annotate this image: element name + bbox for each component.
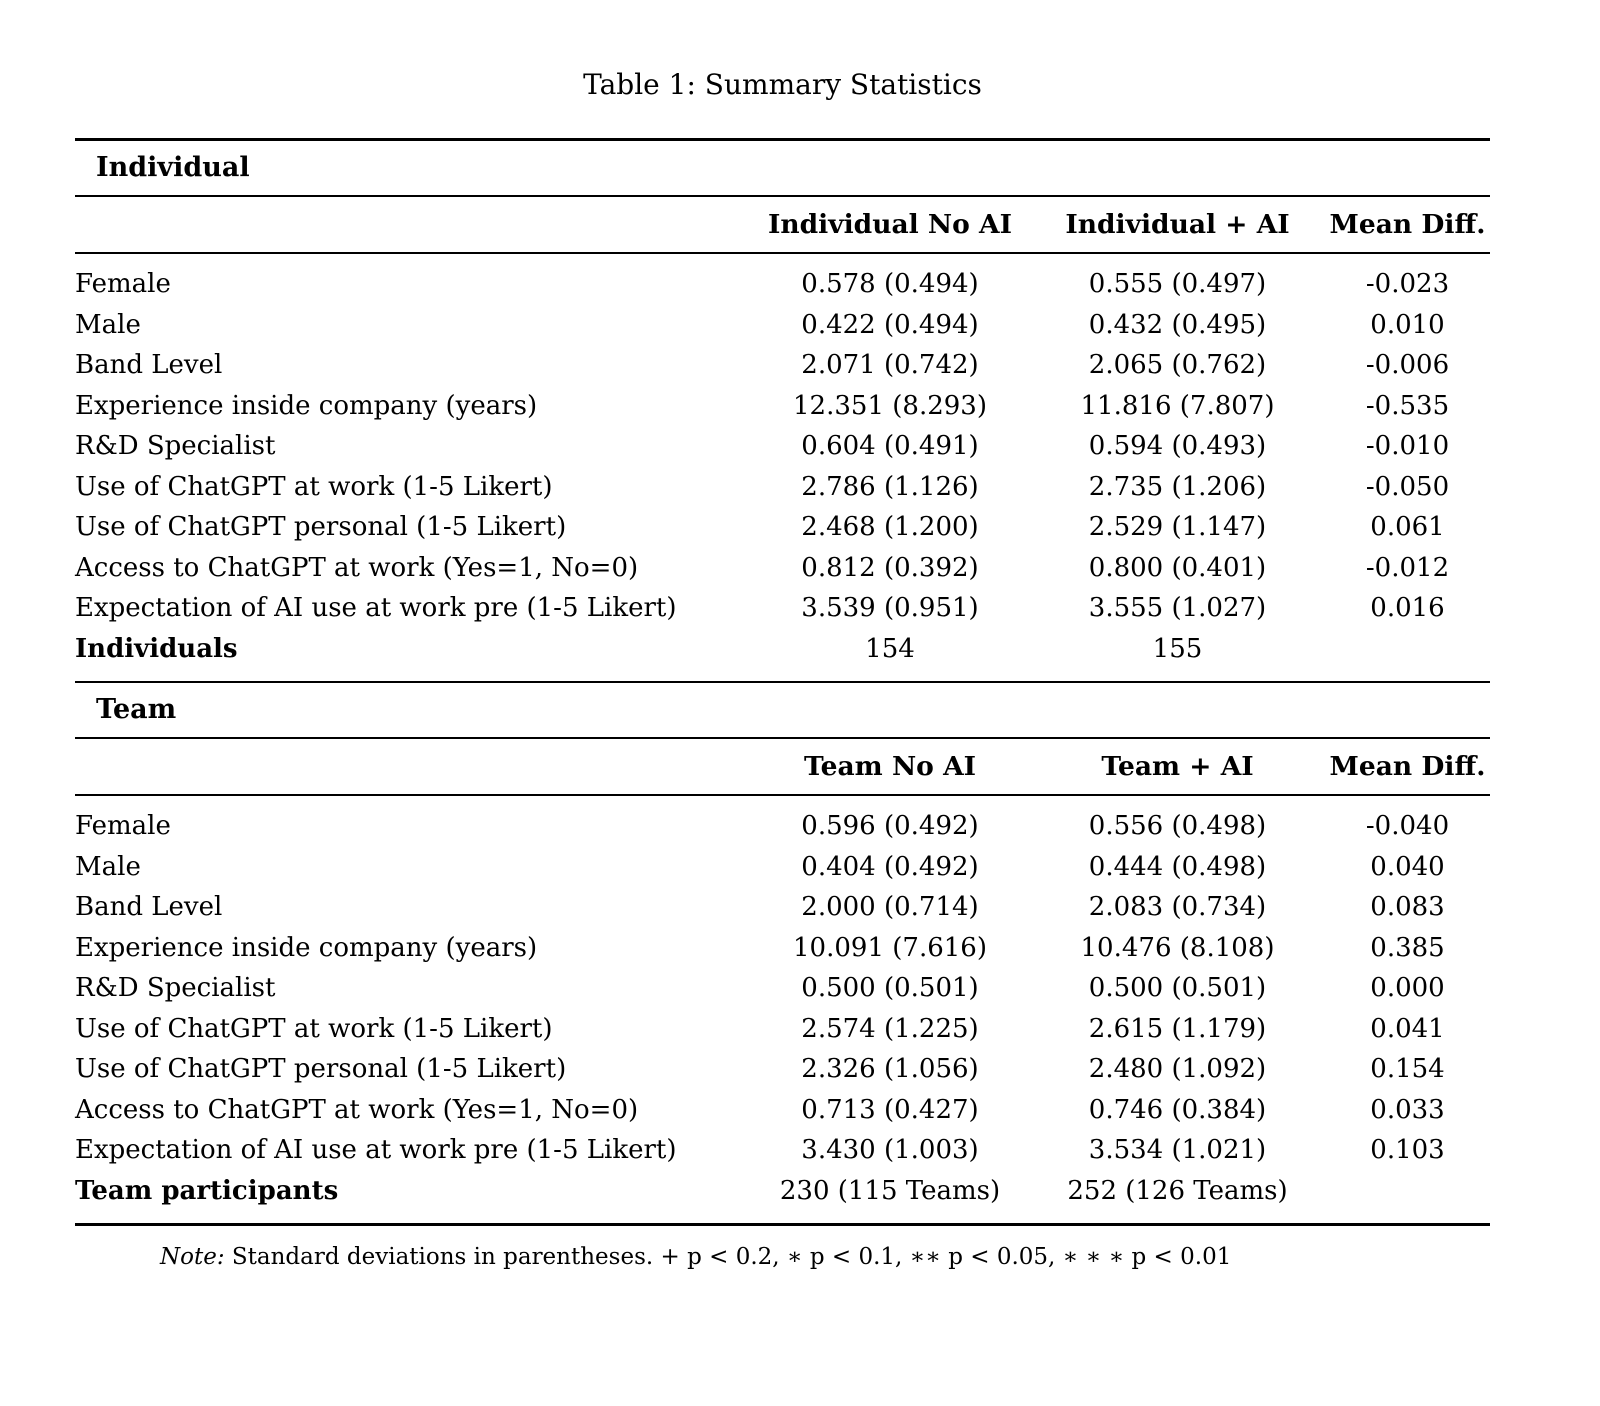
column-header-empty bbox=[75, 739, 750, 794]
table-row bbox=[75, 1090, 1490, 1131]
bottom-rule bbox=[75, 1223, 1490, 1226]
cell-value: -0.050 bbox=[1365, 471, 1450, 502]
cell-value: 0.604 (0.491) bbox=[801, 431, 979, 461]
cell-value: 2.083 (0.734) bbox=[1088, 892, 1267, 922]
cell-value: 2.468 (1.200) bbox=[801, 512, 979, 542]
count-value bbox=[1325, 629, 1490, 670]
count-value: 154 bbox=[865, 633, 915, 664]
cell-value: 2.480 (1.092) bbox=[1088, 1054, 1267, 1084]
row-label: R&D Specialist bbox=[75, 973, 276, 1003]
cell-value: 2.574 (1.225) bbox=[801, 1013, 979, 1044]
count-row bbox=[75, 629, 1490, 670]
cell-value: -0.006 bbox=[1365, 350, 1450, 380]
count-row bbox=[75, 1171, 1490, 1212]
row-label: Male bbox=[75, 851, 141, 882]
cell-value: -0.012 bbox=[1365, 552, 1450, 583]
cell-value: 3.555 (1.027) bbox=[1088, 593, 1267, 623]
cell-value: 0.154 bbox=[1370, 1054, 1445, 1084]
table-row bbox=[75, 588, 1490, 629]
note-text: Standard deviations in parentheses. + p < 0.2, ∗ p < 0.1, ∗∗ p < 0.05, ∗ ∗ ∗ p < 0.01 bbox=[231, 1244, 1232, 1270]
cell-value: 10.476 (8.108) bbox=[1080, 932, 1275, 963]
cell-value: -0.040 bbox=[1365, 811, 1450, 841]
count-value: 230 (115 Teams) bbox=[779, 1175, 1001, 1206]
cell-value: 12.351 (8.293) bbox=[793, 390, 987, 421]
column-header-empty bbox=[75, 197, 750, 252]
panels-container bbox=[75, 141, 1490, 1223]
summary-statistics-table bbox=[75, 138, 1490, 1272]
cell-value: 0.594 (0.493) bbox=[1088, 431, 1267, 461]
column-header-row bbox=[75, 739, 1490, 794]
cell-value: 0.444 (0.498) bbox=[1088, 851, 1267, 882]
cell-value: 0.083 bbox=[1370, 892, 1445, 922]
rows-block bbox=[75, 796, 1490, 1223]
cell-value: 2.071 (0.742) bbox=[801, 350, 979, 380]
table-note bbox=[160, 1242, 1490, 1272]
cell-value: 0.033 bbox=[1370, 1094, 1445, 1125]
cell-value: 3.539 (0.951) bbox=[801, 593, 979, 623]
row-label: Expectation of AI use at work pre (1-5 Likert) bbox=[75, 593, 677, 623]
cell-value: 2.735 (1.206) bbox=[1088, 471, 1267, 502]
row-label: Female bbox=[75, 269, 171, 299]
table-row bbox=[75, 467, 1490, 508]
cell-value: 10.091 (7.616) bbox=[793, 932, 987, 963]
table-row bbox=[75, 1049, 1490, 1090]
cell-value: 0.000 bbox=[1370, 973, 1445, 1003]
table-row bbox=[75, 806, 1490, 847]
cell-value: -0.023 bbox=[1365, 269, 1450, 299]
cell-value: -0.535 bbox=[1365, 390, 1450, 421]
column-header: Individual No AI bbox=[767, 209, 1013, 240]
column-header: Team No AI bbox=[803, 751, 977, 782]
table-row bbox=[75, 305, 1490, 346]
column-header: Mean Diff. bbox=[1329, 209, 1486, 240]
column-header: Team + AI bbox=[1101, 751, 1254, 782]
cell-value: 2.615 (1.179) bbox=[1088, 1013, 1267, 1044]
cell-value: -0.010 bbox=[1365, 431, 1450, 461]
cell-value: 0.713 (0.427) bbox=[801, 1094, 979, 1125]
row-label: Access to ChatGPT at work (Yes=1, No=0) bbox=[75, 1094, 639, 1125]
note-label: Note: bbox=[160, 1244, 225, 1270]
table-row bbox=[75, 426, 1490, 467]
column-header: Mean Diff. bbox=[1329, 751, 1486, 782]
row-label: R&D Specialist bbox=[75, 431, 276, 461]
cell-value: 0.422 (0.494) bbox=[801, 309, 979, 340]
cell-value: 0.746 (0.384) bbox=[1088, 1094, 1267, 1125]
cell-value: 0.500 (0.501) bbox=[1088, 973, 1267, 1003]
count-row-label: Team participants bbox=[75, 1175, 339, 1206]
cell-value: 3.430 (1.003) bbox=[801, 1135, 979, 1165]
table-row bbox=[75, 968, 1490, 1009]
column-header-row bbox=[75, 197, 1490, 252]
table-row bbox=[75, 548, 1490, 589]
cell-value: 0.040 bbox=[1370, 851, 1445, 882]
row-label: Experience inside company (years) bbox=[75, 932, 538, 963]
cell-value: 2.065 (0.762) bbox=[1088, 350, 1267, 380]
count-value bbox=[1325, 1171, 1490, 1212]
cell-value: 0.404 (0.492) bbox=[801, 851, 979, 882]
cell-value: 0.500 (0.501) bbox=[801, 973, 979, 1003]
table-caption: Table 1: Summary Statistics bbox=[583, 68, 982, 101]
row-label: Male bbox=[75, 309, 141, 340]
cell-value: 2.529 (1.147) bbox=[1088, 512, 1267, 542]
cell-value: 0.041 bbox=[1370, 1013, 1445, 1044]
cell-value: 0.578 (0.494) bbox=[801, 269, 979, 299]
table-row bbox=[75, 1130, 1490, 1171]
cell-value: 2.786 (1.126) bbox=[801, 471, 979, 502]
cell-value: 0.432 (0.495) bbox=[1088, 309, 1267, 340]
cell-value: 0.556 (0.498) bbox=[1088, 811, 1267, 841]
row-label: Experience inside company (years) bbox=[75, 390, 538, 421]
cell-value: 0.016 bbox=[1370, 593, 1445, 623]
table-row bbox=[75, 345, 1490, 386]
table-row bbox=[75, 847, 1490, 888]
row-label: Band Level bbox=[75, 892, 223, 922]
cell-value: 0.800 (0.401) bbox=[1088, 552, 1267, 583]
count-row-label: Individuals bbox=[75, 633, 238, 664]
column-header: Individual + AI bbox=[1065, 209, 1290, 240]
table-row bbox=[75, 928, 1490, 969]
cell-value: 0.555 (0.497) bbox=[1088, 269, 1267, 299]
cell-value: 0.010 bbox=[1370, 309, 1445, 340]
row-label: Use of ChatGPT at work (1-5 Likert) bbox=[75, 1013, 553, 1044]
row-label: Female bbox=[75, 811, 171, 841]
rows-block bbox=[75, 254, 1490, 681]
cell-value: 0.812 (0.392) bbox=[801, 552, 979, 583]
row-label: Access to ChatGPT at work (Yes=1, No=0) bbox=[75, 552, 639, 583]
cell-value: 2.000 (0.714) bbox=[801, 892, 979, 922]
table-row bbox=[75, 507, 1490, 548]
count-value: 155 bbox=[1152, 633, 1203, 664]
cell-value: 0.061 bbox=[1370, 512, 1445, 542]
table-row bbox=[75, 887, 1490, 928]
cell-value: 2.326 (1.056) bbox=[801, 1054, 979, 1084]
table-row bbox=[75, 264, 1490, 305]
row-label: Band Level bbox=[75, 350, 223, 380]
count-value: 252 (126 Teams) bbox=[1067, 1175, 1288, 1206]
row-label: Use of ChatGPT at work (1-5 Likert) bbox=[75, 471, 553, 502]
panel-title: Individual bbox=[96, 152, 250, 183]
cell-value: 0.103 bbox=[1370, 1135, 1445, 1165]
row-label: Expectation of AI use at work pre (1-5 Likert) bbox=[75, 1135, 677, 1165]
row-label: Use of ChatGPT personal (1-5 Likert) bbox=[75, 1054, 567, 1084]
cell-value: 0.596 (0.492) bbox=[801, 811, 979, 841]
cell-value: 11.816 (7.807) bbox=[1080, 390, 1275, 421]
cell-value: 3.534 (1.021) bbox=[1088, 1135, 1267, 1165]
panel-title: Team bbox=[96, 694, 177, 725]
cell-value: 0.385 bbox=[1370, 932, 1445, 963]
row-label: Use of ChatGPT personal (1-5 Likert) bbox=[75, 512, 567, 542]
table-row bbox=[75, 386, 1490, 427]
table-row bbox=[75, 1009, 1490, 1050]
